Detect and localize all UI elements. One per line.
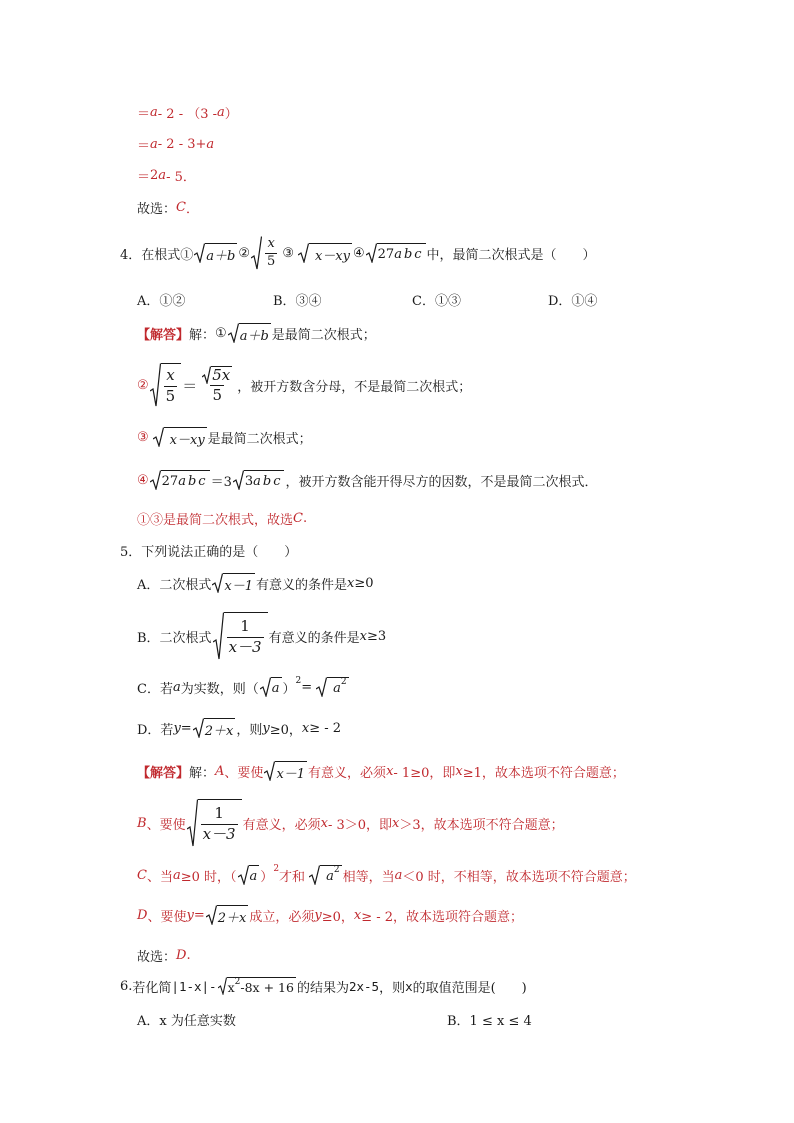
var-x: x: [353, 907, 362, 923]
q5-option-d[interactable]: [137, 717, 341, 739]
exponent: 2: [340, 677, 347, 687]
fraction: [227, 618, 264, 656]
var-y: y: [262, 720, 270, 736]
fraction: [199, 366, 235, 404]
radical: [316, 677, 349, 697]
q6-option-b[interactable]: [447, 1010, 532, 1029]
fraction: [201, 805, 238, 843]
radicand: [161, 363, 182, 407]
text: - 3＞0，即: [327, 817, 393, 833]
radical-sign-icon: [150, 363, 161, 407]
calc-line-2: [137, 135, 214, 154]
period: .: [302, 511, 308, 526]
option-label: D．若: [137, 722, 174, 738]
radical: [238, 865, 260, 885]
question-6: [120, 975, 527, 997]
q5-option-b[interactable]: [137, 611, 386, 661]
fraction: [164, 367, 178, 405]
radical-sign-icon: [260, 677, 271, 697]
period: ．: [185, 202, 199, 217]
option-letter: A: [215, 763, 225, 779]
calc-line-3: [137, 166, 196, 185]
option-letter: B: [137, 815, 147, 831]
calc-line-1: [137, 103, 238, 122]
radical-sign-icon: [233, 470, 244, 490]
option-a[interactable]: A．①②: [137, 294, 186, 309]
var-x: x: [455, 763, 463, 779]
denominator: 5: [165, 386, 176, 405]
radicand: [224, 612, 268, 660]
text: ，则: [236, 722, 263, 738]
equals-sign: ＝: [137, 139, 151, 154]
radicand: 5x: [212, 366, 231, 385]
option-b[interactable]: B．③④: [273, 294, 322, 309]
text: ≥1，故本选项不符合题意；: [462, 765, 625, 781]
text: 、当: [146, 869, 173, 885]
question-number: 6.: [120, 978, 133, 994]
radicand: [320, 865, 342, 885]
radical-sign-icon: [206, 905, 217, 925]
condition: ≥0: [354, 575, 374, 591]
radicand: x－1: [275, 761, 307, 781]
text: 才和: [279, 869, 306, 885]
var-x: x: [227, 979, 235, 995]
option-label: A．二次根式: [137, 577, 212, 593]
radicand: 2＋x: [217, 905, 249, 925]
text: ＞3，故本选项不符合题意；: [399, 817, 564, 833]
expr: -8x + 16: [240, 979, 294, 995]
radical: [309, 865, 342, 885]
var-x: x: [392, 815, 400, 831]
exponent: 2: [333, 865, 340, 875]
vars: abc: [394, 246, 424, 262]
paren: ）: [260, 869, 274, 885]
paren: ）: [282, 681, 296, 697]
option-label: B．1 ≤ x ≤ 4: [447, 1014, 532, 1029]
numerator: [199, 366, 235, 385]
circled-3: ③: [282, 245, 294, 261]
equals-sign: ＝3: [210, 474, 232, 490]
text: ≥0 时，（: [180, 869, 237, 885]
equals-sign: =: [180, 720, 192, 736]
radical-sign-icon: [187, 799, 198, 847]
radical-sign-icon: [264, 761, 275, 781]
question-number: 5．: [120, 545, 142, 560]
q4-solution-3: [137, 426, 312, 448]
text: 的取值范围是( ): [412, 980, 527, 996]
radicand: a＋b: [205, 243, 237, 263]
coef: 3: [244, 473, 254, 489]
radicand: [244, 470, 285, 490]
q4-solution-1: [137, 322, 376, 344]
var-y: y: [186, 907, 194, 923]
solution-tag: 【解答】: [137, 327, 190, 343]
circled-1: ①: [215, 325, 227, 341]
radicand: [327, 677, 349, 697]
expr: 2: [150, 168, 159, 183]
period: .: [186, 948, 191, 963]
option-c[interactable]: C．①③: [412, 294, 461, 309]
text: 相等，当: [342, 869, 395, 885]
text: ①③是最简二次根式，故选: [137, 513, 294, 528]
text: 有意义的条件是: [268, 630, 360, 646]
q6-option-a[interactable]: [137, 1010, 236, 1029]
numerator: 1: [214, 804, 224, 823]
radical-sign-icon: [202, 366, 211, 384]
solution-tag: 【解答】: [137, 765, 190, 781]
question-lead: 在根式①: [141, 247, 194, 263]
var-a: a: [217, 105, 225, 120]
expr: - 5．: [166, 170, 196, 185]
text: 成立，必须: [249, 909, 315, 925]
option-label: C．若: [137, 681, 173, 697]
text: - 1≥0，即: [393, 765, 456, 781]
abs-expr: |1-x|-: [171, 978, 217, 994]
text: 是最简二次根式；: [271, 327, 376, 343]
denominator: 5: [267, 253, 276, 269]
radical-sign-icon: [238, 865, 249, 885]
equals-sign: ＝: [137, 107, 151, 122]
radicand: a＋b: [239, 323, 271, 343]
radical: [202, 366, 232, 384]
radical: [153, 427, 207, 447]
text: ，则: [379, 980, 406, 996]
radicand: x－1: [223, 573, 255, 593]
radical: [251, 236, 281, 270]
numerator: x: [166, 366, 175, 385]
option-letter: D: [137, 907, 148, 923]
circled-4: ④: [137, 472, 149, 488]
question-tail: 中，最简二次根式是（ ）: [426, 247, 596, 263]
var-x: x: [347, 575, 355, 591]
text: 、要使: [146, 817, 186, 833]
q4-conclusion: [137, 509, 307, 528]
text: ，被开方数含分母，不是最简二次根式；: [237, 379, 472, 395]
option-label: A．x 为任意实数: [137, 1014, 236, 1029]
radicand: [198, 799, 242, 847]
solution-label: 解：: [189, 765, 216, 781]
text: 的结果为: [296, 980, 349, 996]
radical: [233, 470, 285, 490]
radical: [218, 977, 296, 995]
radical-sign-icon: [153, 427, 164, 447]
text: ≥0，: [321, 909, 354, 925]
radical: [298, 243, 352, 263]
var-y: y: [173, 720, 181, 736]
text: ＜0 时，不相等，故本选项不符合题意；: [402, 869, 636, 885]
radical: [206, 905, 249, 925]
radical-sign-icon: [150, 470, 161, 490]
numerator: x: [267, 235, 275, 251]
circled-2: ②: [137, 377, 149, 393]
radical: [264, 761, 307, 781]
radical-sign-icon: [194, 243, 205, 263]
option-label: B．二次根式: [137, 630, 212, 646]
text: 是最简二次根式；: [207, 431, 312, 447]
text: ≥ - 2，故本选项符合题意；: [361, 909, 524, 925]
coef: 27: [161, 473, 179, 489]
radical-sign-icon: [366, 243, 377, 263]
q4-options: [137, 290, 597, 309]
denominator: x－3: [202, 824, 236, 843]
circled-4: ④: [352, 245, 365, 261]
paren: ）: [224, 107, 238, 122]
radicand: [377, 243, 426, 263]
radical-sign-icon: [193, 718, 204, 738]
exponent: 2: [295, 676, 302, 686]
equals-sign: =: [301, 679, 313, 695]
option-letter: C: [137, 867, 147, 883]
var-a: a: [150, 105, 158, 120]
text: 为实数，则（: [180, 681, 259, 697]
q5-option-c[interactable]: [137, 676, 350, 698]
var-x: x: [405, 978, 413, 994]
var-a: a: [333, 680, 341, 696]
var-x: x: [359, 628, 367, 644]
denominator: x－3: [228, 637, 262, 656]
question-stem: 若化简: [132, 980, 172, 996]
q5-option-a[interactable]: [137, 572, 374, 594]
radical-sign-icon: [218, 977, 227, 995]
radical: [213, 612, 268, 660]
q5-solution-b: [137, 797, 564, 849]
text: 有意义，必须: [242, 817, 321, 833]
radical: [194, 243, 237, 263]
equals-sign: ＝: [182, 376, 198, 395]
answer-label: 故选：: [137, 950, 177, 965]
radical: [187, 799, 242, 847]
radical-sign-icon: [212, 573, 223, 593]
var-a: a: [394, 867, 403, 883]
radical: [193, 718, 236, 738]
radical: [366, 243, 426, 263]
solution-label: 解：: [189, 327, 216, 343]
radical-sign-icon: [228, 323, 239, 343]
radical-sign-icon: [309, 865, 320, 885]
radicand: [161, 470, 210, 490]
radical-sign-icon: [213, 612, 224, 660]
radical: [212, 573, 255, 593]
answer-value: D: [176, 948, 187, 963]
var-a: a: [326, 868, 334, 884]
fraction: [265, 237, 277, 270]
var-a: a: [158, 168, 167, 183]
option-d[interactable]: D．①④: [548, 294, 598, 309]
equals-sign: =: [193, 907, 205, 923]
condition: ≥3: [366, 628, 387, 644]
q5-solution-d: [137, 904, 523, 926]
var-x: x: [386, 763, 394, 779]
denominator: 5: [212, 385, 222, 404]
radicand: a: [249, 865, 260, 885]
text: 、要使: [147, 909, 187, 925]
radical: [228, 323, 271, 343]
radical-sign-icon: [251, 236, 262, 270]
radicand: [262, 236, 281, 270]
var-a: a: [172, 867, 181, 883]
answer-line: [137, 198, 199, 217]
radical: [150, 470, 210, 490]
answer-value: C: [176, 200, 186, 215]
vars: abc: [253, 473, 283, 489]
exponent: 2: [234, 977, 241, 987]
var-a: a: [206, 137, 215, 152]
equals-sign: ＝: [137, 170, 151, 185]
radicand: x－xy: [164, 427, 207, 447]
exponent: 2: [273, 864, 280, 874]
coef: 27: [377, 246, 395, 262]
q4-solution-4: [137, 469, 598, 491]
var-a: a: [150, 137, 158, 152]
text: 有意义，必须: [308, 765, 387, 781]
circled-3: ③: [137, 429, 149, 445]
numerator: 1: [240, 617, 250, 636]
condition: ≥0，: [269, 722, 302, 738]
q4-solution-2: [137, 360, 471, 410]
radicand: 2＋x: [204, 718, 236, 738]
circled-2: ②: [238, 245, 251, 261]
radical: [150, 363, 182, 407]
var-x: x: [301, 720, 310, 736]
vars: abc: [178, 473, 208, 489]
var-a: a: [172, 679, 181, 695]
q5-solution-a: [137, 760, 625, 782]
text: ，被开方数含能开得尽方的因数，不是最简二次根式．: [285, 474, 598, 490]
question-number: 4．: [120, 247, 142, 263]
radical: [260, 677, 282, 697]
q5-solution-c: [137, 864, 636, 886]
question-4: [120, 236, 596, 270]
expr: - 2 - 3+: [157, 137, 207, 152]
radical-sign-icon: [298, 243, 309, 263]
var-y: y: [314, 907, 322, 923]
radicand: x－xy: [309, 243, 352, 263]
question-stem: 下列说法正确的是（ ）: [141, 545, 298, 560]
result-expr: 2x-5: [348, 978, 380, 994]
answer-label: 故选：: [137, 202, 177, 217]
question-5: [120, 541, 297, 560]
text: 、要使: [224, 765, 264, 781]
radical-sign-icon: [316, 677, 327, 697]
expr: - 2 - （3 -: [157, 107, 218, 122]
answer-value: C: [293, 511, 303, 526]
radicand: a: [271, 677, 282, 697]
condition: ≥ - 2: [309, 720, 342, 736]
var-x: x: [320, 815, 328, 831]
text: 有意义的条件是: [256, 577, 348, 593]
radicand: [227, 977, 296, 995]
q5-final-answer: [137, 946, 191, 965]
